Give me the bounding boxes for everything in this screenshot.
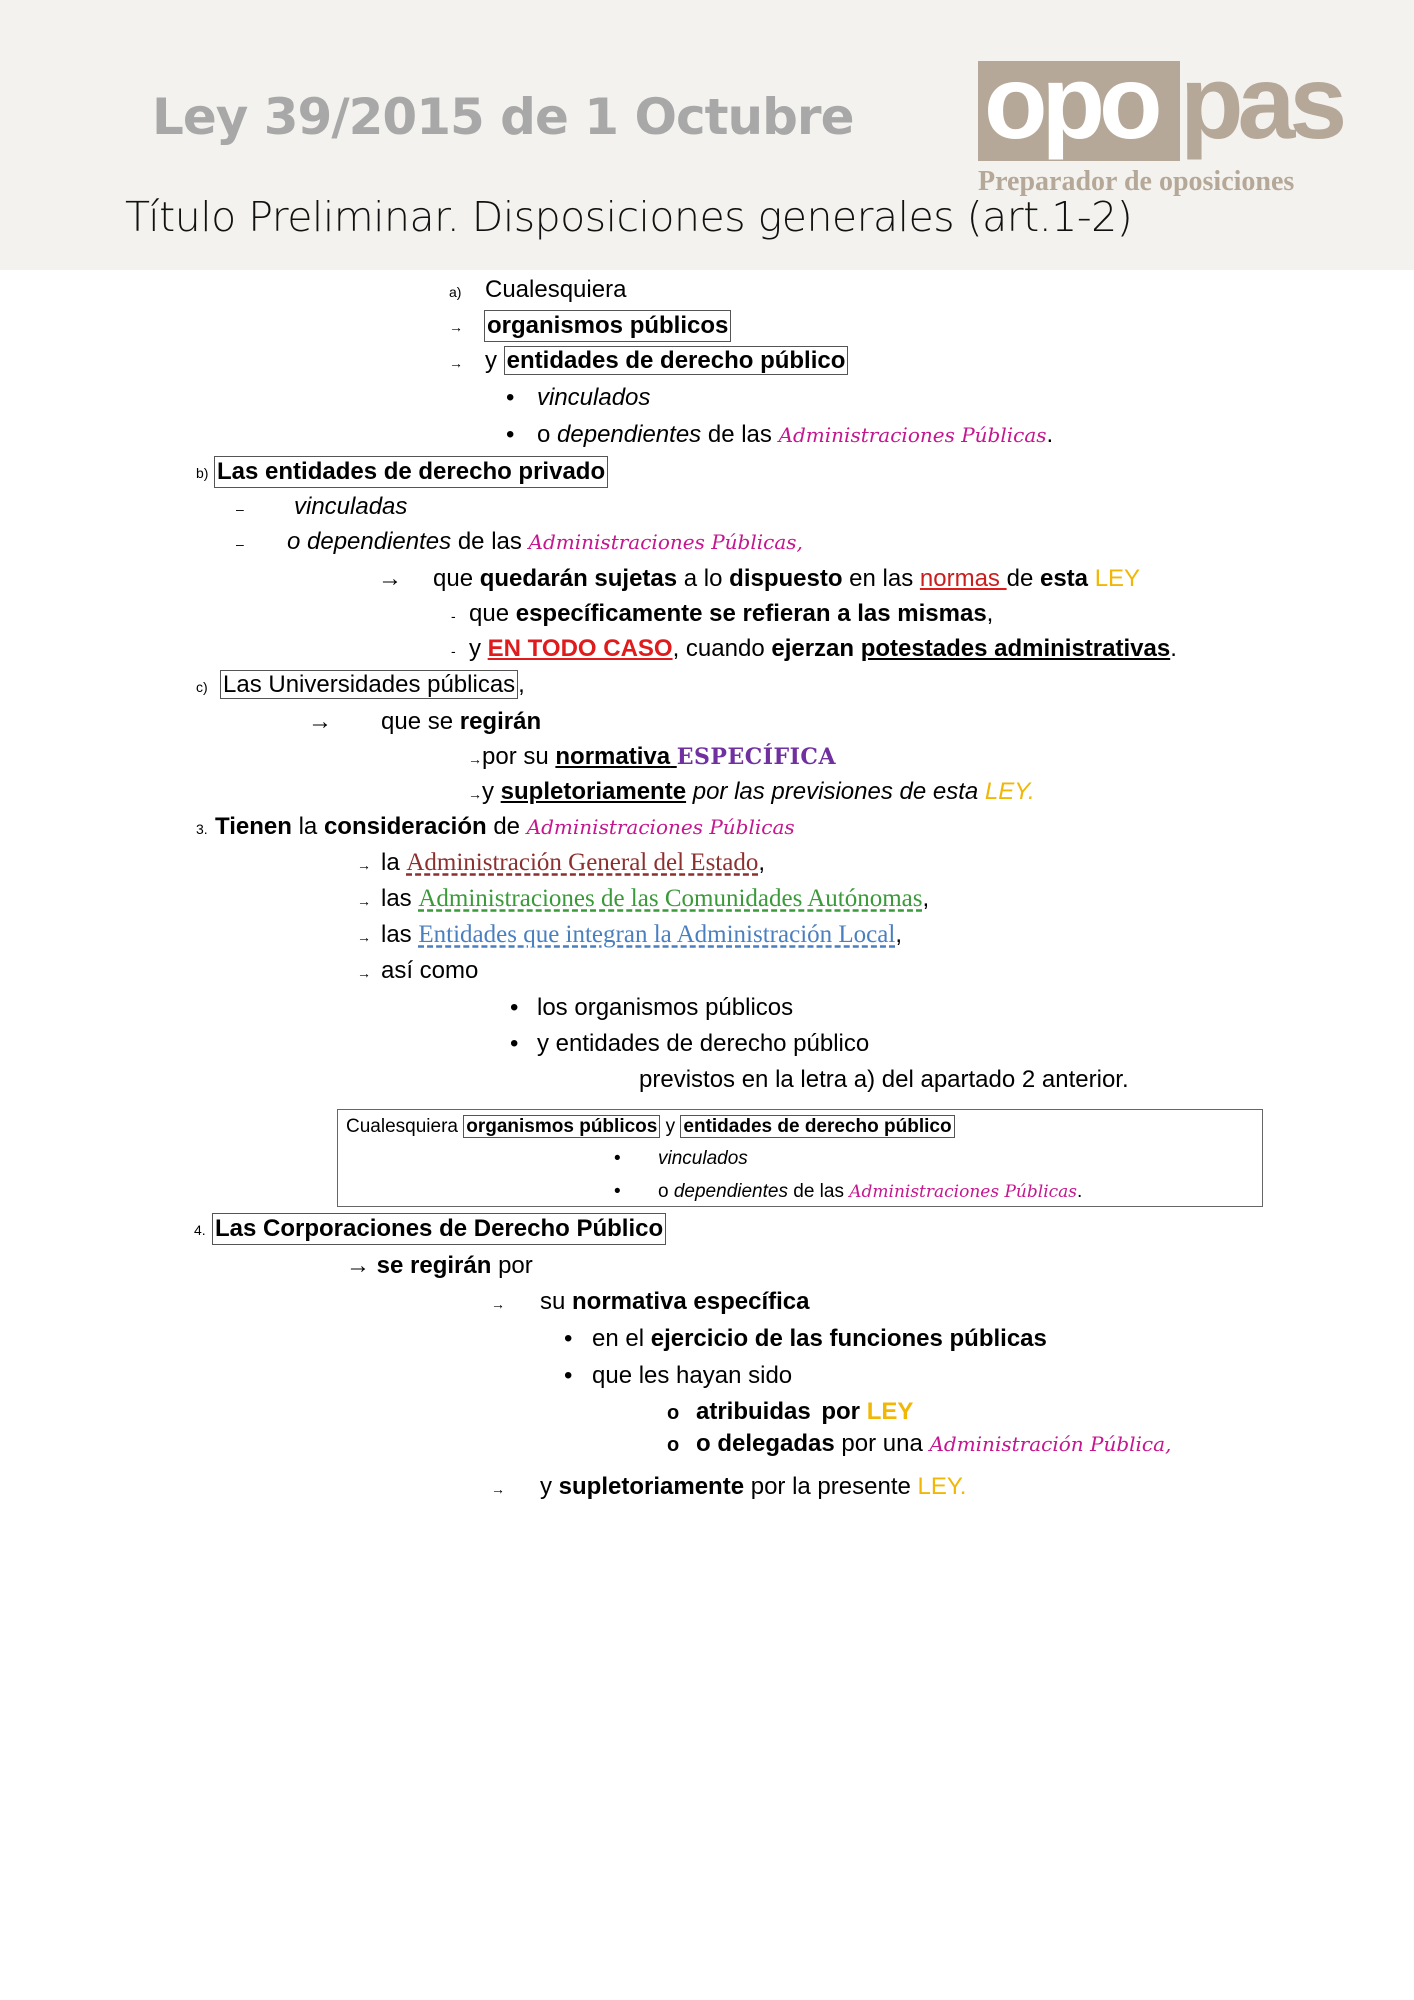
text xyxy=(860,1398,867,1425)
item-2a-line1 xyxy=(449,275,627,307)
bullet-icon: • xyxy=(564,1362,573,1389)
item-2b-line1 xyxy=(236,492,408,524)
bullet-icon: • xyxy=(564,1325,573,1352)
text: vinculadas xyxy=(294,493,408,520)
text: esta xyxy=(1039,565,1089,592)
text: , xyxy=(986,600,994,627)
text: por las previsiones de esta xyxy=(686,778,985,805)
text-group xyxy=(592,1324,1047,1354)
text: y xyxy=(469,635,488,662)
text: que les hayan sido xyxy=(592,1362,793,1389)
text-group xyxy=(696,1429,1171,1459)
boxed-term: Las Corporaciones de Derecho Público xyxy=(212,1213,666,1245)
item-2a-line3 xyxy=(449,346,846,378)
item-2b-title xyxy=(196,456,606,488)
text: supletoriamente xyxy=(558,1473,745,1500)
text: por xyxy=(491,1252,533,1279)
text: ejercicio de las funciones públicas xyxy=(650,1325,1047,1352)
dash-icon: - xyxy=(451,608,456,624)
item-4-line2 xyxy=(491,1287,810,1319)
script-term: Administraciones Públicas xyxy=(849,1182,1078,1202)
item-4-bullet1 xyxy=(564,1324,1047,1354)
text: supletoriamente xyxy=(500,778,687,805)
text: Tienen xyxy=(215,813,292,840)
text: , xyxy=(895,921,902,948)
text: y xyxy=(485,347,497,374)
item-3-previstos xyxy=(639,1065,1129,1095)
text: a lo xyxy=(677,565,730,592)
text: ejerzan xyxy=(771,635,855,662)
text: Cualesquiera xyxy=(485,276,627,303)
marker-b: b) xyxy=(196,465,209,481)
bullet-icon: • xyxy=(614,1148,621,1169)
item-4-line3 xyxy=(491,1472,967,1504)
text: de xyxy=(1006,565,1040,592)
script-term: Administraciones Públicas, xyxy=(528,530,803,554)
text-group xyxy=(381,707,541,737)
text: o dependientes xyxy=(287,528,452,555)
text: atribuidas por xyxy=(696,1398,861,1425)
text: y xyxy=(540,1473,559,1500)
ley-term: LEY. xyxy=(917,1473,967,1500)
text: regirán xyxy=(459,708,542,735)
logo-opo: opo xyxy=(984,45,1157,161)
text: o delegadas xyxy=(696,1430,835,1457)
circle-bullet-icon: o xyxy=(667,1402,680,1424)
text: normativa específica xyxy=(572,1288,810,1315)
text: . xyxy=(1170,635,1177,662)
arrow-icon: → xyxy=(378,565,402,592)
text xyxy=(670,743,677,770)
dash-icon: - xyxy=(451,643,456,659)
text: o xyxy=(658,1181,669,1202)
en-todo-caso: EN TODO CASO xyxy=(487,635,673,662)
text-group xyxy=(215,812,795,842)
text: , xyxy=(758,849,766,876)
item-4-title xyxy=(194,1213,664,1245)
logo-tagline: Preparador de oposiciones xyxy=(978,166,1295,197)
item-3-line2 xyxy=(357,884,930,916)
boxed-term: entidades de derecho público xyxy=(504,346,849,375)
text: y xyxy=(482,778,501,805)
admin-local: Entidades que integran la Administración Local xyxy=(418,921,896,948)
item-4-bullet2 xyxy=(564,1361,793,1391)
arrow-icon: → xyxy=(308,708,332,735)
text: . xyxy=(1077,1181,1083,1202)
marker-a: a) xyxy=(449,284,462,300)
boxed-term: entidades de derecho público xyxy=(680,1115,954,1138)
text: consideración xyxy=(323,813,487,840)
item-3-line4 xyxy=(357,956,479,988)
text: la xyxy=(381,849,400,876)
arrow-icon: → xyxy=(468,751,482,767)
text: potestades administrativas xyxy=(860,635,1171,662)
text-group xyxy=(381,920,902,950)
normas-link: normas xyxy=(919,565,1007,592)
item-4-circle2 xyxy=(667,1429,1172,1460)
text: vinculados xyxy=(658,1148,748,1169)
item-2b-line3 xyxy=(378,564,1141,594)
marker-c: c) xyxy=(196,679,208,695)
text: vinculados xyxy=(537,384,651,411)
text-group xyxy=(287,527,803,557)
arrow-icon: → xyxy=(449,319,463,335)
text: en las xyxy=(842,565,920,592)
text: , xyxy=(518,671,525,698)
item-2b-line4 xyxy=(451,599,994,631)
law-title: Ley 39/2015 de 1 Octubre xyxy=(152,88,854,146)
bullet-icon: • xyxy=(510,994,519,1021)
item-3-line1 xyxy=(357,848,766,880)
text: dependientes xyxy=(673,1181,788,1202)
item-2a-line2 xyxy=(449,310,729,342)
item-2b-line2 xyxy=(236,527,803,559)
text-group xyxy=(696,1397,913,1427)
text: de xyxy=(486,813,527,840)
bullet-icon: • xyxy=(506,421,515,448)
script-term: Administraciones Públicas xyxy=(526,815,795,839)
text: que xyxy=(433,565,480,592)
text-group xyxy=(433,564,1140,594)
bullet-icon: • xyxy=(614,1181,621,1202)
summary-line2 xyxy=(614,1147,748,1171)
text: Cualesquiera xyxy=(346,1116,458,1137)
text-group xyxy=(381,884,929,914)
bullet-icon: • xyxy=(510,1030,519,1057)
arrow-icon: → xyxy=(468,786,482,802)
text: dependientes xyxy=(557,421,702,448)
item-3-bullet2 xyxy=(510,1029,870,1059)
dash-icon: – xyxy=(236,501,244,517)
text: en el xyxy=(592,1325,651,1352)
text: previstos en la letra a) del apartado 2 anterior. xyxy=(639,1066,1129,1093)
text: . xyxy=(1046,421,1054,448)
boxed-term: Las Universidades públicas xyxy=(220,670,518,699)
text-group xyxy=(537,420,1053,450)
marker-4: 4. xyxy=(194,1222,206,1238)
text-group xyxy=(540,1472,966,1502)
boxed-term: organismos públicos xyxy=(463,1115,660,1138)
arrow-icon: → xyxy=(449,355,463,371)
text-group xyxy=(381,848,765,878)
arrow-icon: → xyxy=(357,893,371,909)
text-group xyxy=(220,670,525,700)
summary-line3 xyxy=(614,1180,1083,1204)
arrow-icon: → xyxy=(491,1481,505,1497)
summary-box xyxy=(337,1109,1263,1207)
especifica-term: ESPECÍFICA xyxy=(676,744,837,770)
text-group xyxy=(658,1180,1082,1204)
text: de las xyxy=(707,421,772,448)
text: la xyxy=(291,813,324,840)
text: y entidades de derecho público xyxy=(537,1030,870,1057)
item-2c-title xyxy=(196,670,525,702)
text: dispuesto xyxy=(729,565,843,592)
script-term: Administraciones Públicas xyxy=(778,423,1047,447)
text-group xyxy=(469,599,993,629)
ley-term: LEY xyxy=(866,1398,914,1425)
section-title: Título Preliminar. Disposiciones generales (art.1-2) xyxy=(125,193,1133,241)
item-2a-line4 xyxy=(506,383,651,413)
text: por la presente xyxy=(744,1473,918,1500)
boxed-term: Las entidades de derecho privado xyxy=(214,456,608,488)
text xyxy=(1088,565,1095,592)
page-header xyxy=(0,0,1414,270)
text-group xyxy=(469,634,1177,664)
text-group xyxy=(370,1252,533,1279)
circle-bullet-icon: o xyxy=(667,1434,680,1456)
text: que se xyxy=(381,708,460,735)
item-2a-line5 xyxy=(506,420,1054,450)
text: los organismos públicos xyxy=(537,994,794,1021)
text: quedarán sujetas xyxy=(479,565,678,592)
boxed-term: organismos públicos xyxy=(484,310,731,342)
marker-3: 3. xyxy=(196,821,208,837)
dash-icon: – xyxy=(236,536,244,552)
item-2c-line2 xyxy=(468,742,836,774)
text: que xyxy=(469,600,516,627)
arrow-icon: → xyxy=(357,929,371,945)
bullet-icon: • xyxy=(506,384,515,411)
arrow-icon: → xyxy=(357,857,371,873)
text: o xyxy=(537,421,551,448)
text: específicamente se refieran a las mismas xyxy=(515,600,987,627)
admin-ccaa: Administraciones de las Comunidades Autónomas xyxy=(418,885,923,912)
text: por una xyxy=(834,1430,930,1457)
item-2b-line5 xyxy=(451,634,1177,666)
logo-pas: pas xyxy=(1180,45,1342,161)
arrow-icon: → xyxy=(346,1252,370,1279)
text xyxy=(854,635,861,662)
item-2c-line1 xyxy=(308,707,542,737)
text: las xyxy=(381,885,412,912)
text: y xyxy=(665,1116,676,1137)
text: de las xyxy=(793,1181,844,1202)
text-group xyxy=(482,778,1035,805)
arrow-icon: → xyxy=(491,1296,505,1312)
text: normativa xyxy=(555,743,671,770)
arrow-icon: → xyxy=(357,965,371,981)
item-3-line3 xyxy=(357,920,902,952)
item-4-circle1 xyxy=(667,1397,914,1428)
text: , cuando xyxy=(672,635,772,662)
text-group xyxy=(540,1287,809,1317)
admin-estado: Administración General del Estado xyxy=(406,849,759,876)
item-3-bullet1 xyxy=(510,993,794,1023)
item-4-line1 xyxy=(346,1251,533,1281)
script-term: Administración Pública, xyxy=(929,1432,1172,1456)
text: de las xyxy=(457,528,522,555)
ley-term: LEY xyxy=(1094,565,1141,592)
summary-line1 xyxy=(346,1115,955,1139)
text-group xyxy=(485,346,848,376)
text: se regirán xyxy=(376,1252,492,1279)
text: por su xyxy=(482,743,556,770)
text: , xyxy=(922,885,930,912)
text: su xyxy=(540,1288,573,1315)
text: así como xyxy=(381,957,479,984)
item-3-title xyxy=(196,812,795,844)
item-2c-line3 xyxy=(468,777,1035,809)
text-group xyxy=(482,743,836,770)
ley-term: LEY. xyxy=(984,778,1035,805)
text: las xyxy=(381,921,412,948)
